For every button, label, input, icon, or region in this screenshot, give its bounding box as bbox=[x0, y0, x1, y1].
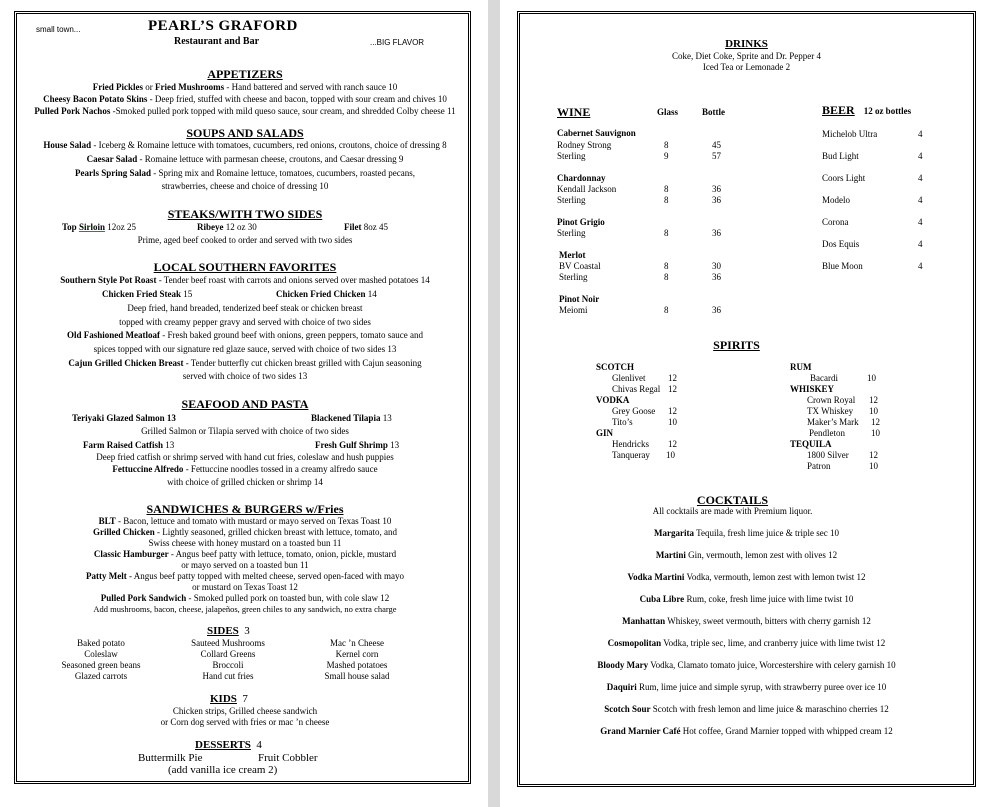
wine-bottle-header: Bottle bbox=[702, 107, 725, 117]
wine-name: BV Coastal bbox=[559, 261, 601, 271]
seafood-heading: SEAFOOD AND PASTA bbox=[181, 397, 309, 411]
beer-price: 4 bbox=[918, 217, 923, 227]
soup-line: Caesar Salad - Romaine lettuce with parmesan cheese, croutons, and Caesar dressing 9 bbox=[86, 154, 404, 164]
spirit-price: 10 bbox=[668, 417, 677, 427]
southern-heading: LOCAL SOUTHERN FAVORITES bbox=[153, 260, 337, 274]
beer-price: 4 bbox=[918, 261, 923, 271]
sides-col2-item: Sauteed Mushrooms bbox=[191, 638, 265, 648]
soup-line: strawberries, cheese and choice of dressing 10 bbox=[161, 181, 329, 191]
sides-col1-item: Coleslaw bbox=[84, 649, 118, 659]
wine-name: Sterling bbox=[557, 228, 586, 238]
beer-heading: BEER 12 oz bottles bbox=[822, 103, 912, 117]
spirit-price: 10 bbox=[666, 450, 675, 460]
desserts-heading: DESSERTS 4 bbox=[195, 739, 262, 751]
cocktail-line: Bloody Mary Vodka, Clamato tomato juice, Worcestershire with celery garnish 10 bbox=[597, 660, 896, 670]
seafood-line: Fettuccine Alfredo - Fettuccine noodles tossed in a creamy alfredo sauce bbox=[112, 464, 378, 474]
seafood-line: Deep fried catfish or shrimp served with hand cut fries, coleslaw and hush puppies bbox=[96, 452, 394, 462]
sides-col3-item: Mashed potatoes bbox=[326, 660, 388, 670]
spirit-price: 12 bbox=[668, 384, 677, 394]
appetizer-line: Fried Pickles or Fried Mushrooms - Hand battered and served with ranch sauce 10 bbox=[92, 82, 398, 92]
spirit-name: TX Whiskey bbox=[807, 406, 854, 416]
wine-bottle-price: 30 bbox=[712, 261, 721, 271]
seafood-line: with choice of grilled chicken or shrimp 14 bbox=[167, 477, 323, 487]
appetizers-heading: APPETIZERS bbox=[207, 67, 283, 81]
wine-glass-price: 8 bbox=[664, 305, 669, 315]
wine-type: Cabernet Sauvignon bbox=[557, 128, 636, 138]
kids-heading: KIDS 7 bbox=[210, 693, 248, 705]
restaurant-title: PEARL’S GRAFORD bbox=[148, 18, 298, 34]
spirit-price: 12 bbox=[869, 395, 878, 405]
sandwich-line: Grilled Chicken - Lightly seasoned, grilled chicken breast with lettuce, tomato, and bbox=[93, 527, 397, 537]
beer-name: Bud Light bbox=[822, 151, 859, 161]
sandwiches-heading: SANDWICHES & BURGERS w/Fries bbox=[146, 502, 344, 516]
southern-line: spices topped with our signature red glaze sauce, served with choice of two sides 13 bbox=[93, 344, 397, 354]
soup-line: Pearls Spring Salad - Spring mix and Romaine lettuce, tomatoes, cucumbers, roasted pecans, bbox=[75, 168, 415, 178]
seafood-catfish: Farm Raised Catfish 13 bbox=[83, 440, 175, 450]
spirit-price: 10 bbox=[869, 406, 878, 416]
wine-glass-header: Glass bbox=[657, 107, 679, 117]
steak-filet: Filet 8oz 45 bbox=[344, 222, 388, 232]
menu-page-left bbox=[0, 0, 488, 807]
southern-line: Deep fried, hand breaded, tenderized beef steak or chicken breast bbox=[127, 303, 363, 313]
wine-type: Chardonnay bbox=[557, 173, 606, 183]
cocktail-line: Grand Marnier Café Hot coffee, Grand Marnier topped with whipped cream 12 bbox=[600, 726, 893, 736]
kids-line: or Corn dog served with fries or mac ’n cheese bbox=[160, 717, 330, 727]
wine-type: Pinot Grigio bbox=[557, 217, 605, 227]
appetizer-line: Pulled Pork Nachos -Smoked pulled pork topped with mild queso sauce, sour cream, and shredded Colby cheese 11 bbox=[34, 106, 456, 116]
beer-price: 4 bbox=[918, 195, 923, 205]
spirits-heading: SPIRITS bbox=[713, 338, 760, 352]
wine-glass-price: 8 bbox=[664, 228, 669, 238]
beer-price: 4 bbox=[918, 173, 923, 183]
spirit-name: Tanqueray bbox=[612, 450, 650, 460]
wine-bottle-price: 45 bbox=[712, 140, 721, 150]
wine-type: Merlot bbox=[559, 250, 586, 260]
steaks-heading: STEAKS/WITH TWO SIDES bbox=[167, 207, 323, 221]
spirit-category: TEQUILA bbox=[790, 439, 832, 449]
spirit-category: VODKA bbox=[596, 395, 630, 405]
beer-name: Michelob Ultra bbox=[822, 129, 878, 139]
spirit-category: RUM bbox=[790, 362, 812, 372]
wine-glass-price: 8 bbox=[664, 184, 669, 194]
beer-name: Blue Moon bbox=[822, 261, 863, 271]
sides-col1-item: Baked potato bbox=[77, 638, 125, 648]
wine-bottle-price: 36 bbox=[712, 305, 721, 315]
drinks-line: Iced Tea or Lemonade 2 bbox=[702, 62, 791, 72]
cocktail-line: Margarita Tequila, fresh lime juice & triple sec 10 bbox=[654, 528, 839, 538]
wine-bottle-price: 36 bbox=[712, 195, 721, 205]
soup-line: House Salad - Iceberg & Romaine lettuce with tomatoes, cucumbers, red onions, croutons, choice of dressing 8 bbox=[43, 140, 447, 150]
southern-line: served with choice of two sides 13 bbox=[182, 371, 308, 381]
spirit-price: 12 bbox=[668, 406, 677, 416]
sides-col3-item: Kernel corn bbox=[335, 649, 379, 659]
spirit-name: Maker’s Mark bbox=[807, 417, 859, 427]
spirit-price: 12 bbox=[869, 450, 878, 460]
dessert-cobbler: Fruit Cobbler bbox=[258, 752, 318, 764]
spirit-category: SCOTCH bbox=[596, 362, 635, 372]
spirit-name: Hendricks bbox=[612, 439, 649, 449]
sandwich-line: BLT - Bacon, lettuce and tomato with mustard or mayo served on Texas Toast 10 bbox=[98, 516, 392, 526]
beer-name: Corona bbox=[822, 217, 849, 227]
wine-name: Rodney Strong bbox=[557, 140, 612, 150]
beer-price: 4 bbox=[918, 129, 923, 139]
cocktail-line: Martini Gin, vermouth, lemon zest with olives 12 bbox=[655, 550, 838, 560]
wine-bottle-price: 36 bbox=[712, 184, 721, 194]
cocktail-line: Scotch Sour Scotch with fresh lemon and lime juice & maraschino cherries 12 bbox=[604, 704, 889, 714]
chicken-fried-chicken: Chicken Fried Chicken 14 bbox=[276, 289, 377, 299]
sides-col1-item: Glazed carrots bbox=[74, 671, 128, 681]
soups-heading: SOUPS AND SALADS bbox=[186, 126, 304, 140]
wine-name: Meiomi bbox=[559, 305, 588, 315]
beer-name: Modelo bbox=[822, 195, 850, 205]
steak-desc: Prime, aged beef cooked to order and served with two sides bbox=[137, 235, 353, 245]
sandwich-line: Classic Hamburger - Angus beef patty with lettuce, tomato, onion, pickle, mustard bbox=[93, 549, 397, 559]
sides-col3-item: Mac ’n Cheese bbox=[330, 638, 384, 648]
southern-line: Cajun Grilled Chicken Breast - Tender butterfly cut chicken breast grilled with Cajun seasoning bbox=[68, 358, 422, 368]
spirit-price: 10 bbox=[869, 461, 878, 471]
cocktail-line: Cuba Libre Rum, coke, fresh lime juice with lime twist 10 bbox=[639, 594, 854, 604]
sandwich-line: Pulled Pork Sandwich - Smoked pulled pork on toasted bun, with cole slaw 12 bbox=[100, 593, 390, 603]
cocktail-line: Cosmopolitan Vodka, triple sec, lime, and cranberry juice with lime twist 12 bbox=[607, 638, 886, 648]
wine-glass-price: 8 bbox=[664, 261, 669, 271]
spirit-category: GIN bbox=[596, 428, 614, 438]
wine-name: Kendall Jackson bbox=[557, 184, 617, 194]
dessert-addon: (add vanilla ice cream 2) bbox=[168, 764, 278, 776]
sandwich-line: or mayo served on a toasted bun 11 bbox=[181, 560, 309, 570]
beer-name: Coors Light bbox=[822, 173, 866, 183]
drinks-line: Coke, Diet Coke, Sprite and Dr. Pepper 4 bbox=[672, 51, 821, 61]
cocktail-line: Manhattan Whiskey, sweet vermouth, bitters with cherry garnish 12 bbox=[622, 616, 871, 626]
sides-col2-item: Collard Greens bbox=[200, 649, 256, 659]
southern-line: Old Fashioned Meatloaf - Fresh baked ground beef with onions, green peppers, tomato sauce and bbox=[67, 330, 423, 340]
seafood-line: Grilled Salmon or Tilapia served with choice of two sides bbox=[141, 426, 349, 436]
dessert-pie: Buttermilk Pie bbox=[138, 752, 203, 764]
wine-glass-price: 8 bbox=[664, 195, 669, 205]
sandwich-line: Patty Melt - Angus beef patty topped with melted cheese, served open-faced with mayo bbox=[86, 571, 404, 581]
sides-col3-item: Small house salad bbox=[324, 671, 390, 681]
spirit-name: Chivas Regal bbox=[612, 384, 661, 394]
wine-name: Sterling bbox=[559, 272, 588, 282]
cocktails-note: All cocktails are made with Premium liquor. bbox=[652, 506, 813, 516]
spirit-name: Bacardi bbox=[810, 373, 838, 383]
wine-glass-price: 8 bbox=[664, 272, 669, 282]
cocktail-line: Daquiri Rum, lime juice and simple syrup, with strawberry puree over ice 10 bbox=[606, 682, 887, 692]
sides-col2-item: Hand cut fries bbox=[202, 671, 254, 681]
wine-bottle-price: 36 bbox=[712, 272, 721, 282]
beer-name: Dos Equis bbox=[822, 239, 860, 249]
spirit-category: WHISKEY bbox=[790, 384, 835, 394]
sandwich-line: Swiss cheese with honey mustard on a toasted bun 11 bbox=[148, 538, 342, 548]
drinks-heading: DRINKS bbox=[725, 38, 768, 50]
wine-type: Pinot Noir bbox=[559, 294, 600, 304]
spirit-price: 10 bbox=[871, 428, 880, 438]
sides-col2-item: Broccoli bbox=[212, 660, 244, 670]
sandwich-line: or mustard on Texas Toast 12 bbox=[192, 582, 298, 592]
sandwich-line: Add mushrooms, bacon, cheese, jalapeños, green chiles to any sandwich, no extra charge bbox=[93, 604, 397, 614]
spirit-name: Grey Goose bbox=[612, 406, 656, 416]
spirit-name: Tito’s bbox=[612, 417, 633, 427]
steak-top-sirloin: Top Sirloin 12oz 25 bbox=[62, 222, 136, 232]
spirit-price: 12 bbox=[668, 439, 677, 449]
wine-bottle-price: 36 bbox=[712, 228, 721, 238]
page-gutter bbox=[488, 0, 500, 807]
menu-page-right bbox=[500, 0, 986, 807]
chicken-fried-steak: Chicken Fried Steak 15 bbox=[102, 289, 193, 299]
seafood-salmon: Teriyaki Glazed Salmon 13 bbox=[72, 413, 176, 423]
cocktails-heading: COCKTAILS bbox=[696, 493, 769, 507]
appetizer-line: Cheesy Bacon Potato Skins - Deep fried, stuffed with cheese and bacon, topped with sour cream and chives 10 bbox=[43, 94, 447, 104]
spirit-name: Pendleton bbox=[809, 428, 845, 438]
wine-glass-price: 8 bbox=[664, 140, 669, 150]
kids-line: Chicken strips, Grilled cheese sandwich bbox=[172, 706, 318, 716]
seafood-tilapia: Blackened Tilapia 13 bbox=[311, 413, 392, 423]
cocktail-line: Vodka Martini Vodka, vermouth, lemon zest with lemon twist 12 bbox=[627, 572, 866, 582]
spirit-name: 1800 Silver bbox=[807, 450, 849, 460]
beer-price: 4 bbox=[918, 151, 923, 161]
southern-line: Southern Style Pot Roast - Tender beef roast with carrots and onions served over mashed potatoes 14 bbox=[60, 275, 430, 285]
sides-heading: SIDES 3 bbox=[207, 625, 250, 637]
spirit-name: Glenlivet bbox=[612, 373, 646, 383]
southern-line: topped with creamy pepper gravy and served with choice of two sides bbox=[119, 317, 371, 327]
spirit-price: 10 bbox=[867, 373, 876, 383]
wine-name: Sterling bbox=[557, 195, 586, 205]
wine-name: Sterling bbox=[557, 151, 586, 161]
sides-col1-item: Seasoned green beans bbox=[61, 660, 141, 670]
wine-glass-price: 9 bbox=[664, 151, 669, 161]
seafood-shrimp: Fresh Gulf Shrimp 13 bbox=[315, 440, 400, 450]
steak-ribeye: Ribeye 12 oz 30 bbox=[197, 222, 257, 232]
spirit-price: 12 bbox=[668, 373, 677, 383]
beer-price: 4 bbox=[918, 239, 923, 249]
wine-bottle-price: 57 bbox=[712, 151, 721, 161]
restaurant-subtitle: Restaurant and Bar bbox=[174, 36, 260, 47]
tagline-left: small town... bbox=[36, 25, 81, 34]
tagline-right: ...BIG FLAVOR bbox=[370, 38, 425, 47]
wine-heading: WINE bbox=[557, 105, 591, 119]
spirit-name: Crown Royal bbox=[807, 395, 856, 405]
spirit-price: 12 bbox=[871, 417, 880, 427]
spirit-name: Patron bbox=[807, 461, 831, 471]
